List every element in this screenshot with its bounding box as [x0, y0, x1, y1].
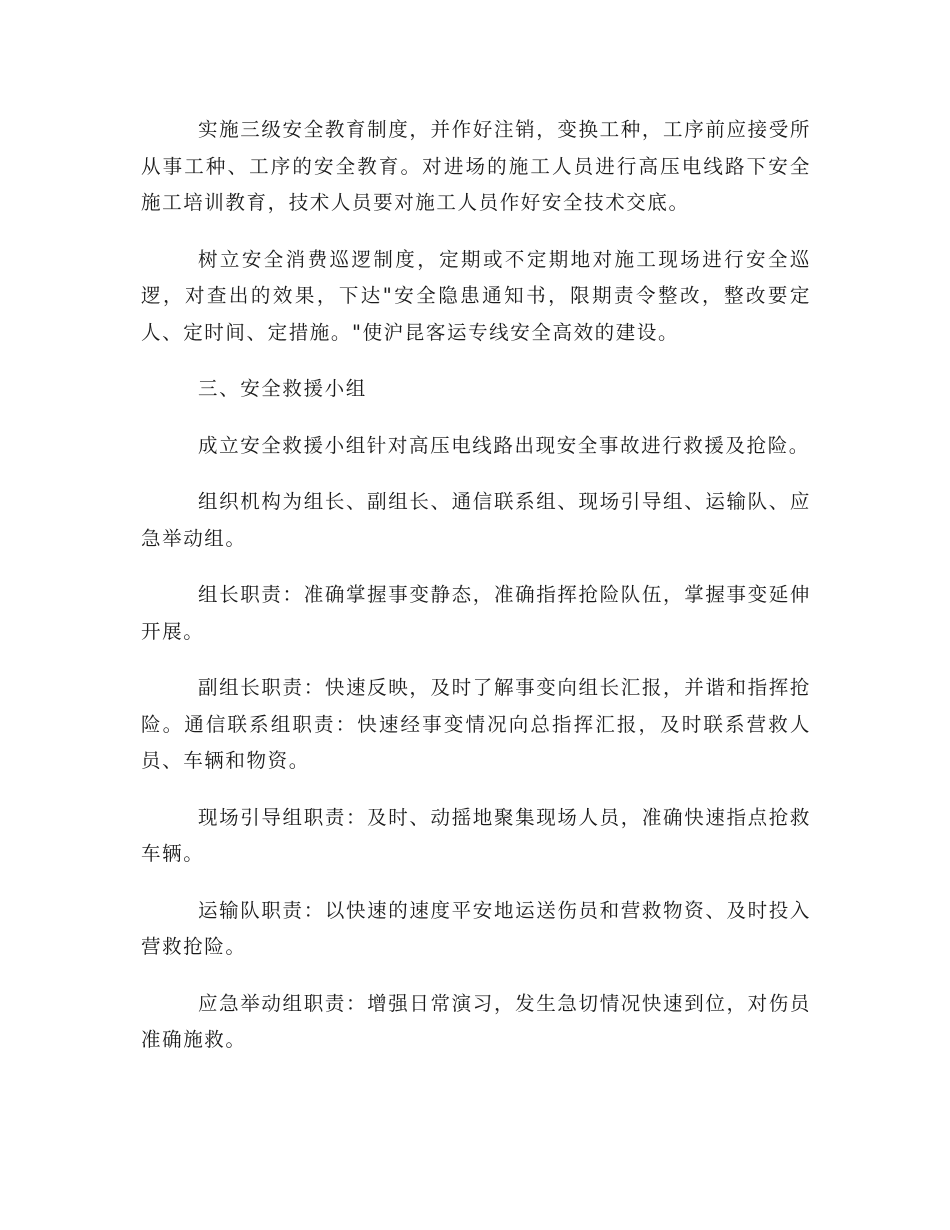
paragraph-rescue-team-purpose: 成立安全救援小组针对高压电线路出现安全事故进行救援及抢险。 [198, 433, 810, 457]
paragraph-leader-duties: 组长职责：准确掌握事变静态，准确指挥抢险队伍，掌握事变延伸开展。 [141, 583, 811, 643]
document-body [141, 112, 811, 1079]
paragraph-safety-patrol: 树立安全消费巡逻制度，定期或不定期地对施工现场进行安全巡逻，对查出的效果，下达"安全隐患通知书，限期责令整改，整改要定人、定时间、定措施。"使沪昆客运专线安全高效的建设。 [141, 247, 811, 344]
paragraph-organization: 组织机构为组长、副组长、通信联系组、现场引导组、运输队、应急举动组。 [141, 490, 811, 550]
section-heading-rescue-team: 三、安全救援小组 [198, 377, 367, 400]
paragraph-emergency-action-duties: 应急举动组职责：增强日常演习，发生急切情况快速到位，对伤员准确施救。 [141, 991, 811, 1051]
paragraph-onsite-guidance-duties: 现场引导组职责：及时、动摇地聚集现场人员，准确快速指点抢救车辆。 [141, 805, 811, 865]
paragraph-transport-team-duties: 运输队职责：以快速的速度平安地运送伤员和营救物资、及时投入营救抢险。 [141, 898, 811, 958]
paragraph-deputy-and-communication-duties: 副组长职责：快速反映，及时了解事变向组长汇报，并谐和指挥抢险。通信联系组职责：快速经事变情况向总指挥汇报，及时联系营救人员、车辆和物资。 [141, 676, 811, 772]
paragraph-safety-education: 实施三级安全教育制度，并作好注销，变换工种，工序前应接受所从事工种、工序的安全教育。对进场的施工人员进行高压电线路下安全施工培训教育，技术人员要对施工人员作好安全技术交底。 [141, 118, 811, 214]
